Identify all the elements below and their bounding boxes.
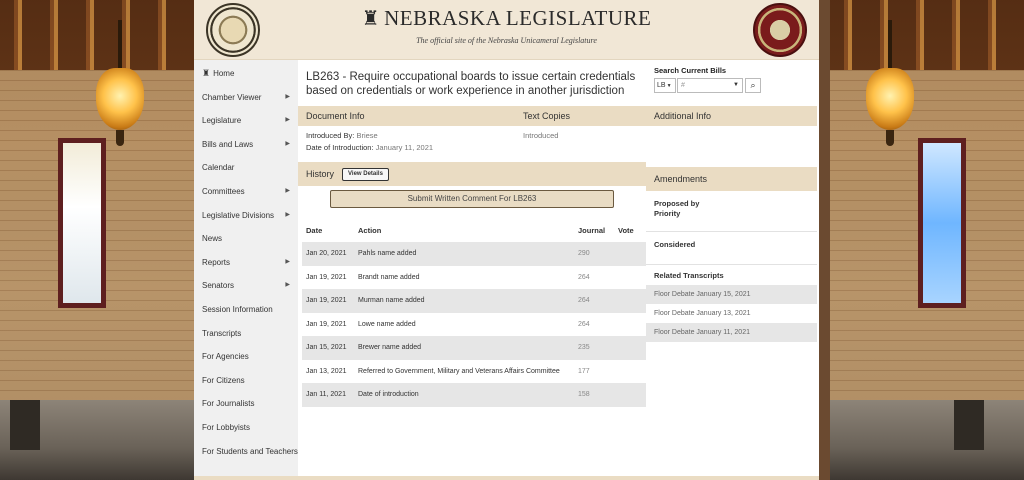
nav-item-for-lobbyists[interactable]: For Lobbyists — [202, 422, 251, 432]
lantern-icon — [862, 20, 918, 150]
column-base — [954, 400, 984, 450]
nav-item-news[interactable]: News — [202, 234, 223, 244]
bill-search — [646, 60, 817, 106]
nav-item-senators[interactable]: Senators ▶ — [194, 274, 298, 298]
journal-link[interactable]: 290 — [574, 242, 614, 266]
page-container — [194, 0, 819, 480]
column-base — [10, 400, 40, 450]
chevron-down-icon: ▼ — [733, 82, 739, 88]
column-header-action: Action — [358, 225, 382, 235]
site-subtitle: The official site of the Nebraska Unicameral Legislature — [416, 36, 597, 45]
bill-title: LB263 - Require occupational boards to issue certain credentials based on credentials or work experience in another jurisdiction — [306, 71, 636, 97]
text-copy-introduced-link[interactable]: Introduced — [523, 131, 559, 140]
nav-item-legislative-divisions[interactable]: Legislative Divisions ▶ — [194, 204, 298, 228]
additional-info-heading: Additional Info — [654, 111, 712, 121]
journal-link[interactable]: 264 — [578, 320, 590, 328]
chevron-down-icon: ▼ — [666, 83, 672, 89]
nav-item-for-citizens[interactable]: For Citizens — [202, 375, 245, 385]
document-info-heading: Document Info — [306, 111, 365, 121]
history-table — [302, 218, 646, 407]
search-icon: ⌕ — [750, 80, 756, 90]
journal-link[interactable]: 177 — [578, 367, 590, 375]
transcript-link[interactable]: Floor Debate January 15, 2021 — [646, 285, 817, 304]
nav-item-for-journalists[interactable]: For Journalists — [202, 399, 255, 409]
amendments-bar — [646, 167, 817, 191]
content-area — [194, 60, 819, 480]
bill-main-panel — [298, 60, 646, 480]
doc-info-row — [298, 126, 646, 154]
chevron-right-icon: ▶ — [285, 211, 290, 218]
chevron-right-icon: ▶ — [285, 258, 290, 265]
capitol-icon: ♜ — [202, 68, 211, 78]
text-copies-heading: Text Copies — [523, 111, 571, 121]
table-row: Jan 19, 2021 Brandt name added 264 — [302, 266, 646, 290]
history-bar — [298, 162, 646, 186]
chevron-right-icon: ▶ — [285, 93, 290, 100]
journal-link[interactable]: 264 — [578, 273, 590, 281]
column-header-date: Date — [306, 225, 323, 235]
search-label: Search Current Bills — [654, 66, 727, 75]
table-header-row — [302, 218, 646, 242]
chamber-window — [58, 138, 106, 308]
table-row: Jan 20, 2021 Pahls name added 290 — [302, 242, 646, 266]
lantern-icon — [92, 20, 148, 150]
nav-item-committees[interactable]: Committees ▶ — [194, 180, 298, 204]
chevron-right-icon: ▶ — [285, 140, 290, 147]
side-nav — [194, 60, 298, 480]
stained-glass-window — [918, 138, 966, 308]
site-title[interactable]: ♜ NEBRASKA LEGISLATURE — [361, 6, 652, 30]
chevron-right-icon: ▶ — [285, 187, 290, 194]
doc-info-bar — [298, 106, 646, 126]
nav-item-reports[interactable]: Reports ▶ — [194, 251, 298, 275]
table-row: Jan 13, 2021 Referred to Government, Military and Veterans Affairs Committee 177 — [302, 360, 646, 384]
table-row: Jan 11, 2021 Date of introduction 158 — [302, 383, 646, 407]
bill-type-select[interactable]: LB▼ — [654, 78, 676, 93]
nav-item-bills-and-laws[interactable]: Bills and Laws ▶ — [194, 133, 298, 157]
nav-item-for-agencies[interactable]: For Agencies — [202, 352, 249, 362]
chamber-floor — [830, 400, 1024, 480]
nav-item-session-information[interactable]: Session Information — [202, 304, 273, 314]
background-left-chamber — [0, 0, 194, 480]
background-right-chamber — [830, 0, 1024, 480]
transcript-link[interactable]: Floor Debate January 11, 2021 — [646, 323, 817, 342]
table-row: Jan 19, 2021 Lowe name added 264 — [302, 313, 646, 337]
footer-strip — [194, 476, 819, 480]
right-sidebar — [646, 60, 819, 480]
ceiling-decoration — [830, 0, 1024, 70]
view-details-button[interactable]: View Details — [342, 168, 389, 181]
column-header-vote: Vote — [618, 225, 634, 235]
considered-heading: Considered — [654, 240, 696, 249]
journal-link[interactable]: 235 — [574, 336, 614, 360]
column-header-journal: Journal — [578, 225, 606, 235]
bill-number-input[interactable]: # ▼ — [677, 78, 743, 93]
proposed-by-heading: Proposed by — [654, 199, 700, 208]
history-heading: History — [306, 169, 335, 179]
site-header — [194, 0, 819, 60]
priority-heading: Priority — [654, 209, 681, 218]
nav-item-for-students-and-teachers[interactable]: For Students and Teachers — [202, 446, 298, 456]
journal-link[interactable]: 264 — [574, 289, 614, 313]
table-row: Jan 19, 2021 Murman name added 264 — [302, 289, 646, 313]
chevron-right-icon: ▶ — [285, 282, 290, 289]
journal-link[interactable]: 158 — [574, 383, 614, 407]
nav-item-calendar[interactable]: Calendar — [202, 163, 235, 173]
capitol-icon: ♜ — [361, 8, 381, 30]
related-transcripts-heading: Related Transcripts — [654, 271, 724, 280]
nav-item-chamber-viewer[interactable]: Chamber Viewer ▶ — [194, 86, 298, 110]
nav-item-transcripts[interactable]: Transcripts — [202, 328, 242, 338]
nav-item-legislature[interactable]: Legislature ▶ — [194, 109, 298, 133]
introduced-by: Introduced By: Briese — [306, 131, 378, 140]
introducer-link[interactable]: Briese — [356, 131, 378, 140]
table-row: Jan 15, 2021 Brewer name added 235 — [302, 336, 646, 360]
submit-comment-button[interactable]: Submit Written Comment For LB263 — [330, 190, 614, 208]
additional-info-bar — [646, 106, 817, 126]
chevron-right-icon: ▶ — [285, 117, 290, 124]
amendments-heading: Amendments — [654, 174, 708, 184]
nav-item-home[interactable]: ♜ Home — [202, 68, 235, 78]
search-button[interactable] — [745, 78, 761, 93]
legislature-seal-icon[interactable] — [753, 3, 807, 57]
date-of-introduction: Date of Introduction: January 11, 2021 — [306, 143, 434, 152]
transcript-link[interactable]: Floor Debate January 13, 2021 — [654, 310, 751, 317]
